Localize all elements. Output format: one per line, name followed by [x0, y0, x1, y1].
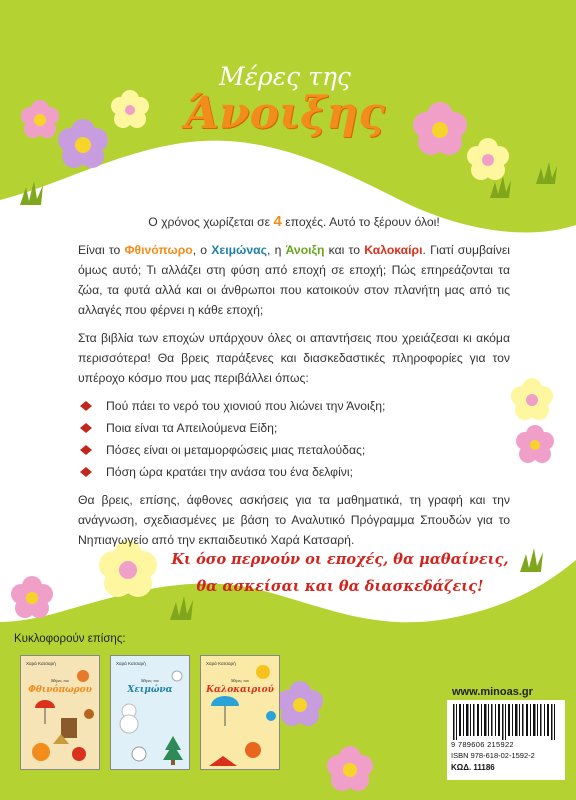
- yellow-flower-icon: [467, 138, 509, 180]
- title-line-main: Άνοιξης: [184, 88, 386, 139]
- book-title: Φθινόπωρου: [28, 685, 92, 695]
- also-available-label: Κυκλοφορούν επίσης:: [14, 633, 126, 645]
- publisher-website: www.minoas.gr: [452, 686, 533, 698]
- bullet-icon: [80, 401, 92, 411]
- purple-flower-icon: [277, 681, 323, 726]
- description-text: [78, 212, 510, 558]
- bullet-icon: [80, 423, 92, 433]
- bullet-icon: [80, 445, 92, 455]
- title-line-top: Μέρες της: [219, 62, 351, 91]
- barcode-panel: [447, 700, 565, 780]
- intro-paragraph: [78, 212, 510, 232]
- book-title: Καλοκαιριού: [206, 685, 274, 695]
- books-paragraph: Στα βιβλία των εποχών υπάρχουν όλες οι απαντήσεις που χρειάζεσαι κι ακόμα περισσότερα! Θα βρεις παράξενες και διασκεδαστικές πληροφορίες για τον υπέροχο κόσμο που μας περιβάλλει όπως:: [78, 331, 510, 385]
- intro-text: Ο χρόνος χωρίζεται σε: [148, 215, 274, 229]
- list-item: [78, 418, 510, 438]
- intro-text-end: εποχές. Αυτό το ξέρουν όλοι!: [281, 215, 440, 229]
- text-span: , η: [266, 243, 286, 257]
- book-cover-summer: [200, 655, 280, 770]
- winter-illustration: [111, 656, 190, 770]
- book-cover-autumn: [20, 655, 100, 770]
- text-span: . Γιατί συμβαίνει όμως αυτό; Τι αλλάζει στη φύση από εποχή σε εποχή; Πώς επηρεάζονται τα ζώα, τα φυτά αλλά και οι άνθρωποι που κατοικούν στον πλανήτη μας από τις αλλαγές που φέρνει η κάθε εποχή;: [78, 243, 510, 317]
- barcode-icon: [447, 700, 565, 740]
- list-item: [78, 396, 510, 416]
- list-item: [78, 440, 510, 460]
- yellow-flower-icon: [111, 90, 149, 128]
- seasons-count: 4: [273, 213, 282, 230]
- book-subtitle: Μέρες του: [50, 678, 70, 683]
- pink-flower-icon: [21, 100, 59, 138]
- question-list: [78, 396, 510, 482]
- text-span: Είναι το: [78, 243, 125, 257]
- text-span: και το: [324, 243, 365, 257]
- book-title: Χειμώνα: [127, 685, 173, 695]
- season-autumn: Φθινόπωρο: [124, 243, 193, 257]
- book-cover-winter: [110, 655, 190, 770]
- purple-flower-icon: [58, 119, 108, 168]
- book-author: Χαρά Κατσαρή: [26, 661, 56, 666]
- barcode-number: 9 789606 215922: [451, 740, 514, 749]
- list-item: [78, 462, 510, 482]
- season-spring: Άνοιξη: [285, 243, 325, 257]
- isbn: ISBN 978-618-02-1592-2: [451, 751, 535, 760]
- book-author: Χαρά Κατσαρή: [206, 661, 236, 666]
- season-summer: Καλοκαίρι: [364, 243, 423, 257]
- pink-flower-icon: [413, 102, 467, 155]
- book-subtitle: Μέρες του: [140, 678, 160, 683]
- question-text: Πού πάει το νερό του χιονιού που λιώνει την Άνοιξη;: [106, 399, 386, 413]
- book-subtitle: Μέρες του: [230, 678, 250, 683]
- autumn-illustration: [21, 656, 100, 770]
- seasons-paragraph: [78, 240, 510, 320]
- slogan: [170, 546, 510, 600]
- summer-illustration: [201, 656, 280, 770]
- question-text: Ποια είναι τα Απειλούμενα Είδη;: [106, 421, 278, 435]
- exercises-paragraph: Θα βρεις, επίσης, άφθονες ασκήσεις για τα μαθηματικά, τη γραφή και την ανάγνωση, σχεδιασμένες με βάση το Αναλυτικό Πρόγραμμα Σπουδών για το Νηπιαγωγείο από την εκπαιδευτικό Χαρά Κατσαρή.: [78, 493, 510, 547]
- bullet-icon: [80, 467, 92, 477]
- product-code: ΚΩΔ. 11186: [451, 763, 495, 772]
- book-author: Χαρά Κατσαρή: [116, 661, 146, 666]
- pink-flower-icon: [327, 746, 373, 791]
- question-text: Πόση ώρα κρατάει την ανάσα του ένα δελφίνι;: [106, 465, 353, 479]
- question-text: Πόσες είναι οι μεταμορφώσεις μιας πεταλούδας;: [106, 443, 366, 457]
- text-span: , ο: [192, 243, 212, 257]
- cover-title: [150, 62, 420, 139]
- slogan-line-1: Κι όσο περνούν οι εποχές, θα μαθαίνεις,: [171, 551, 509, 568]
- season-winter: Χειμώνας: [211, 243, 267, 257]
- slogan-line-2: θα ασκείσαι και θα διασκεδάζεις!: [196, 578, 484, 595]
